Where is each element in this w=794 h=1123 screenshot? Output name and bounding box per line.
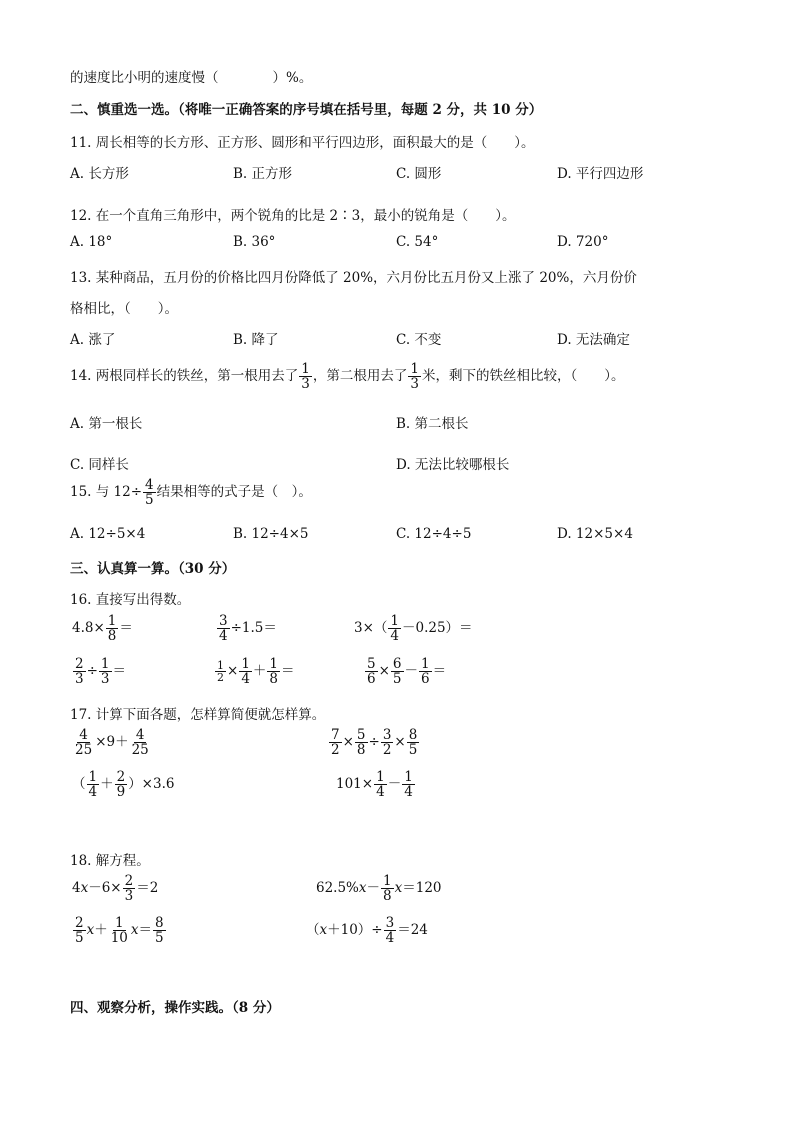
fraction — [215, 660, 226, 684]
q14-option-d: D. 无法比较哪根长 — [396, 457, 510, 473]
fraction — [87, 770, 100, 799]
fraction-den: 6 — [421, 671, 430, 688]
fraction-num: 1 — [404, 769, 413, 785]
section-4-title: 四、观察分析，操作实践。（8 分） — [70, 1000, 280, 1016]
fraction-den: 5 — [408, 742, 418, 759]
q18-eq-4-op: ＋10）÷ — [327, 922, 383, 939]
q16-expr-4-eq: ＝ — [112, 663, 126, 680]
q16-expr-5-op1: × — [227, 663, 239, 680]
fraction-den: 3 — [100, 671, 110, 688]
q12-option-d: D. 720° — [557, 234, 609, 250]
q16-expr-6-op2: － — [404, 663, 418, 680]
fraction-num: 1 — [269, 656, 278, 672]
fraction-den: 4 — [241, 671, 250, 688]
fraction-den: 8 — [107, 628, 117, 645]
q16-expr-6-op1: × — [378, 663, 390, 680]
q18-eq-4-open: （ — [306, 922, 320, 939]
q14-fraction-2-den: 3 — [410, 376, 419, 393]
q12-stem: 12. 在一个直角三角形中，两个锐角的比是 2∶3，最小的锐角是（ ）。 — [70, 208, 516, 224]
q17-expr-1 — [72, 728, 152, 757]
q18-eq-2-var1: x — [358, 880, 367, 897]
q18-eq-3-var2: x — [130, 922, 139, 939]
fraction-den: 4 — [88, 784, 98, 801]
fraction-den: 4 — [385, 930, 395, 947]
fraction-den: 2 — [217, 671, 224, 685]
q16-expr-6-eq: ＝ — [432, 663, 447, 680]
fraction-num: 4 — [135, 727, 145, 743]
q15-option-a: A. 12÷5×4 — [70, 526, 146, 542]
q18-eq-4 — [306, 916, 428, 945]
q11-option-d: D. 平行四边形 — [557, 166, 644, 182]
q14-option-c: C. 同样长 — [70, 457, 129, 473]
q17-expr-4 — [336, 770, 416, 799]
fraction — [106, 614, 119, 643]
fraction-num: 1 — [390, 613, 399, 629]
fraction — [73, 657, 86, 686]
q18-eq-2-rhs: ＝120 — [402, 880, 442, 897]
fraction — [365, 657, 378, 686]
q11-option-a: A. 长方形 — [70, 166, 129, 182]
fraction — [381, 874, 394, 903]
fraction-den: 2 — [382, 742, 392, 759]
q11-option-b: B. 正方形 — [233, 166, 293, 182]
q16-expr-1-text: 4.8× — [72, 620, 105, 637]
q14-fraction-1 — [299, 362, 312, 391]
q17-expr-3-tail: ）×3.6 — [128, 776, 175, 793]
q16-expr-5 — [214, 657, 295, 686]
fraction-num: 5 — [356, 727, 366, 743]
fraction-num: 5 — [367, 656, 376, 672]
q17-expr-1-text: ×9＋ — [95, 734, 129, 751]
fraction — [419, 657, 432, 686]
q15-option-d: D. 12×5×4 — [557, 526, 633, 542]
fraction-num: 4 — [79, 727, 88, 743]
q16-expr-1-eq: ＝ — [119, 620, 133, 637]
q13-option-b: B. 降了 — [233, 332, 279, 348]
intro-line: 的速度比小明的速度慢（ ）%。 — [70, 70, 313, 86]
fraction-num: 3 — [382, 727, 392, 743]
q12-option-c: C. 54° — [396, 234, 439, 250]
fraction-num: 3 — [385, 915, 395, 931]
fraction-den: 25 — [75, 742, 93, 759]
q16-expr-3-text: 3×（ — [354, 620, 388, 637]
fraction — [130, 728, 151, 757]
q15-option-c: C. 12÷4÷5 — [396, 526, 472, 542]
fraction — [407, 728, 420, 757]
q14-option-a: A. 第一根长 — [70, 416, 143, 432]
fraction-num: 2 — [116, 769, 126, 785]
fraction-den: 8 — [356, 742, 366, 759]
q11-stem: 11. 周长相等的长方形、正方形、圆形和平行四边形，面积最大的是（ ）。 — [70, 135, 535, 151]
fraction-den: 8 — [269, 671, 278, 688]
fraction-den: 3 — [75, 671, 84, 688]
fraction-num: 1 — [107, 613, 117, 629]
q16-expr-2 — [216, 614, 277, 643]
q16-stem: 16. 直接写出得数。 — [70, 592, 191, 608]
fraction-den: 25 — [131, 742, 149, 759]
fraction-den: 4 — [219, 628, 228, 645]
fraction — [267, 657, 280, 686]
q14-text-2: ，第二根用去了 — [312, 368, 408, 385]
q15-option-b: B. 12÷4×5 — [233, 526, 309, 542]
fraction — [73, 916, 86, 945]
q16-expr-3-tail: －0.25）＝ — [402, 620, 473, 637]
q12-option-a: A. 18° — [70, 234, 113, 250]
q13-stem-line2: 格相比，（ ）。 — [70, 301, 178, 317]
fraction-den: 2 — [331, 742, 340, 759]
fraction-den: 9 — [116, 784, 126, 801]
fraction — [329, 728, 342, 757]
fraction-num: 2 — [124, 873, 134, 889]
q17-expr-2 — [328, 728, 420, 757]
q16-expr-1 — [72, 614, 133, 643]
fraction-den: 4 — [404, 784, 413, 801]
q17-expr-3-op: ＋ — [100, 776, 114, 793]
q13-option-a: A. 涨了 — [70, 332, 116, 348]
fraction — [239, 657, 252, 686]
q18-eq-3-op: ＋ — [94, 922, 108, 939]
section-3-title: 三、认真算一算。（30 分） — [70, 561, 236, 577]
fraction-num: 1 — [100, 656, 110, 672]
fraction — [384, 916, 397, 945]
q14-option-b: B. 第二根长 — [396, 416, 469, 432]
fraction-num: 1 — [421, 656, 430, 672]
fraction — [391, 657, 404, 686]
q14-text-3: 米，剩下的铁丝相比较，（ ）。 — [421, 368, 625, 385]
fraction-den: 8 — [383, 888, 392, 905]
q18-eq-3 — [72, 916, 167, 945]
fraction — [374, 770, 387, 799]
fraction — [123, 874, 136, 903]
fraction-num: 1 — [217, 658, 224, 672]
q13-option-d: D. 无法确定 — [557, 332, 630, 348]
q18-eq-1-rhs: ＝2 — [136, 880, 159, 897]
q18-eq-1-var: x — [80, 880, 89, 897]
q17-expr-4-text: 101× — [336, 776, 374, 793]
q18-eq-1-op: －6× — [88, 880, 122, 897]
q14-text-1: 14. 两根同样长的铁丝，第一根用去了 — [70, 368, 299, 385]
fraction-num: 1 — [383, 873, 392, 889]
q18-eq-1 — [72, 874, 158, 903]
fraction-num: 8 — [155, 915, 164, 931]
fraction — [355, 728, 368, 757]
fraction — [217, 614, 230, 643]
q16-expr-4-op: ÷ — [86, 663, 98, 680]
fraction-den: 10 — [110, 930, 128, 947]
q16-expr-5-eq: ＝ — [281, 663, 295, 680]
q14-fraction-1-den: 3 — [301, 376, 310, 393]
fraction — [402, 770, 415, 799]
fraction — [115, 770, 128, 799]
fraction-num: 8 — [408, 727, 418, 743]
fraction-num: 3 — [219, 613, 228, 629]
q13-stem-line1: 13. 某种商品，五月份的价格比四月份降低了 20%，六月份比五月份又上涨了 20%，六月份价 — [70, 270, 637, 286]
q16-expr-2-text: ÷1.5＝ — [230, 620, 277, 637]
fraction-den: 5 — [155, 930, 164, 947]
fraction-den: 5 — [75, 930, 84, 947]
q14-fraction-1-num: 1 — [301, 361, 310, 377]
q17-stem: 17. 计算下面各题，怎样算简便就怎样算。 — [70, 707, 326, 723]
q15-stem — [70, 478, 312, 507]
q16-expr-5-op2: ＋ — [252, 663, 267, 680]
q17-expr-3 — [72, 770, 174, 799]
q18-eq-2-var2: x — [394, 880, 403, 897]
fraction — [381, 728, 394, 757]
fraction-den: 6 — [367, 671, 376, 688]
fraction — [73, 728, 94, 757]
q11-option-c: C. 圆形 — [396, 166, 442, 182]
q13-option-c: C. 不变 — [396, 332, 442, 348]
q15-fraction — [143, 478, 156, 507]
q17-expr-2-op1: × — [342, 734, 354, 751]
fraction-num: 7 — [331, 727, 340, 743]
fraction-num: 1 — [88, 769, 98, 785]
section-2-title: 二、慎重选一选。（将唯一正确答案的序号填在括号里，每题 2 分，共 10 分） — [70, 102, 543, 118]
fraction-den: 4 — [390, 628, 399, 645]
fraction-den: 4 — [376, 784, 385, 801]
q18-eq-4-var: x — [319, 922, 328, 939]
fraction-den: 3 — [124, 888, 134, 905]
q14-stem — [70, 362, 624, 391]
q14-fraction-2 — [408, 362, 421, 391]
q16-expr-6 — [364, 657, 446, 686]
q18-eq-2 — [316, 874, 442, 903]
q15-fraction-num: 4 — [145, 477, 154, 493]
q14-fraction-2-num: 1 — [410, 361, 419, 377]
q18-eq-4-rhs: ＝24 — [397, 922, 428, 939]
q17-expr-4-op: － — [387, 776, 402, 793]
q18-eq-2-op: － — [366, 880, 381, 897]
fraction — [109, 916, 130, 945]
q18-eq-1-coef: 4 — [72, 880, 81, 897]
fraction-den: 5 — [392, 671, 402, 688]
q17-expr-3-open: （ — [72, 776, 86, 793]
fraction-num: 1 — [376, 769, 385, 785]
fraction — [153, 916, 166, 945]
q17-expr-2-op3: × — [394, 734, 406, 751]
fraction-num: 1 — [241, 656, 250, 672]
fraction — [388, 614, 401, 643]
q15-text-1: 15. 与 12÷ — [70, 484, 143, 501]
fraction — [99, 657, 112, 686]
q18-eq-3-eq: ＝ — [138, 922, 153, 939]
q18-stem: 18. 解方程。 — [70, 853, 150, 869]
q16-expr-3 — [354, 614, 473, 643]
fraction-num: 1 — [115, 915, 124, 931]
q18-eq-2-coef: 62.5% — [316, 880, 359, 897]
fraction-num: 2 — [75, 915, 84, 931]
q15-text-2: 结果相等的式子是（ ）。 — [156, 484, 312, 501]
q18-eq-3-var1: x — [86, 922, 95, 939]
q16-expr-4 — [72, 657, 126, 686]
fraction-num: 6 — [392, 656, 402, 672]
fraction-num: 2 — [75, 656, 84, 672]
q12-option-b: B. 36° — [233, 234, 276, 250]
q17-expr-2-op2: ÷ — [368, 734, 380, 751]
q15-fraction-den: 5 — [145, 492, 154, 509]
